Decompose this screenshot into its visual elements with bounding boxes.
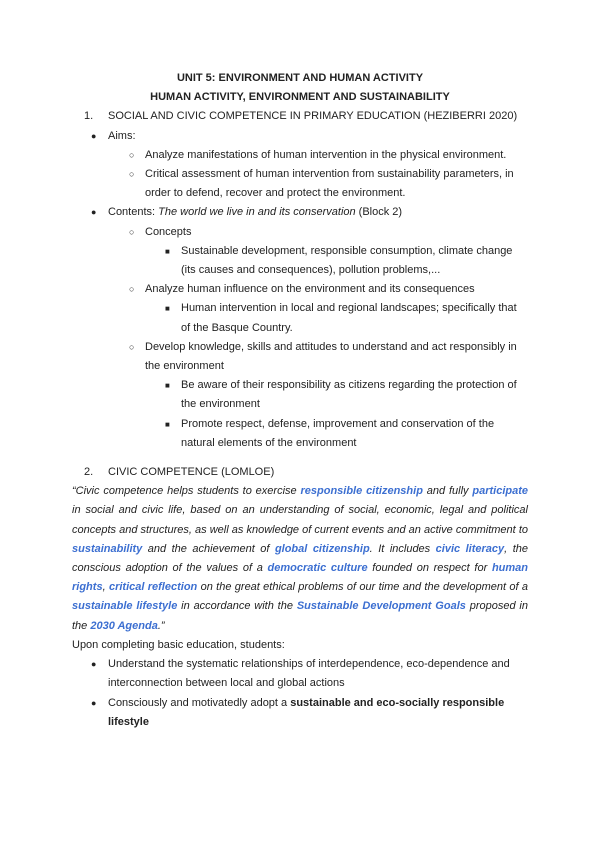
civic-competence-quote: “Civic competence helps students to exercise responsible citizenship and fully participate in social and civic life, based on an understanding of social, economic, legal and political concepts and structures, as well as knowledge of current events and an active commitment to sustainability and the achievement of global citizenship. It includes civic literacy, the conscious adoption of the values of a democratic culture founded on respect for human rights, critical reflection on the great ethical problems of our time and the development of a sustainable lifestyle in accordance with the Sustainable Development Goals proposed in the 2030 Agenda.” — [72, 485, 529, 632]
develop-detail: ■ Promote respect, defense, improvement and conservation of the natural elements of the environment — [72, 415, 528, 453]
section-2-heading: 2. CIVIC COMPETENCE (LOMLOE) — [84, 466, 275, 479]
aim-item: ○ Analyze manifestations of human intervention in the physical environment. — [72, 146, 528, 165]
circle-bullet-icon: ○ — [129, 226, 135, 237]
develop-item: ○ Develop knowledge, skills and attitudes to understand and act responsibly in the environment — [72, 338, 528, 376]
aim-item: ○ Critical assessment of human intervention from sustainability parameters, in order to defend, recover and protect the environment. — [72, 165, 528, 203]
bullet-icon: ● — [91, 659, 97, 670]
circle-bullet-icon: ○ — [129, 149, 135, 160]
square-bullet-icon: ■ — [165, 246, 170, 256]
bullet-icon: ● — [91, 697, 97, 708]
bullet-icon: ● — [91, 207, 97, 218]
analyze-item: ○ Analyze human influence on the environment and its consequences — [72, 280, 528, 299]
develop-detail: ■ Be aware of their responsibility as citizens regarding the protection of the environment — [72, 376, 528, 414]
bullet-icon: ● — [91, 130, 97, 141]
concepts-item: ○ Concepts — [72, 223, 528, 242]
section-1-heading: 1. SOCIAL AND CIVIC COMPETENCE IN PRIMARY EDUCATION (HEZIBERRI 2020) — [84, 110, 518, 123]
circle-bullet-icon: ○ — [129, 284, 135, 295]
square-bullet-icon: ■ — [165, 381, 170, 391]
document-page — [72, 69, 528, 732]
square-bullet-icon: ■ — [165, 304, 170, 314]
unit-title: UNIT 5: ENVIRONMENT AND HUMAN ACTIVITY — [176, 72, 424, 84]
analyze-detail: ■ Human intervention in local and regional landscapes; specifically that of the Basque Country. — [72, 299, 528, 337]
square-bullet-icon: ■ — [165, 419, 170, 429]
concepts-detail: ■ Sustainable development, responsible consumption, climate change (its causes and consequences), pollution problems,... — [72, 242, 528, 280]
circle-bullet-icon: ○ — [129, 169, 135, 180]
intro-text: Upon completing basic education, students: — [72, 638, 285, 651]
aims-item: ● Aims: — [72, 127, 528, 146]
circle-bullet-icon: ○ — [129, 341, 135, 352]
unit-subtitle: HUMAN ACTIVITY, ENVIRONMENT AND SUSTAINABILITY — [150, 91, 450, 104]
outcome-item: ● Understand the systematic relationships of interdependence, eco-dependence and interconnection between local and global actions — [72, 655, 528, 693]
outcome-item: ● Consciously and motivatedly adopt a sustainable and eco-socially responsible lifestyle — [72, 694, 528, 732]
contents-item: ● Contents: The world we live in and its conservation (Block 2) — [72, 203, 528, 222]
